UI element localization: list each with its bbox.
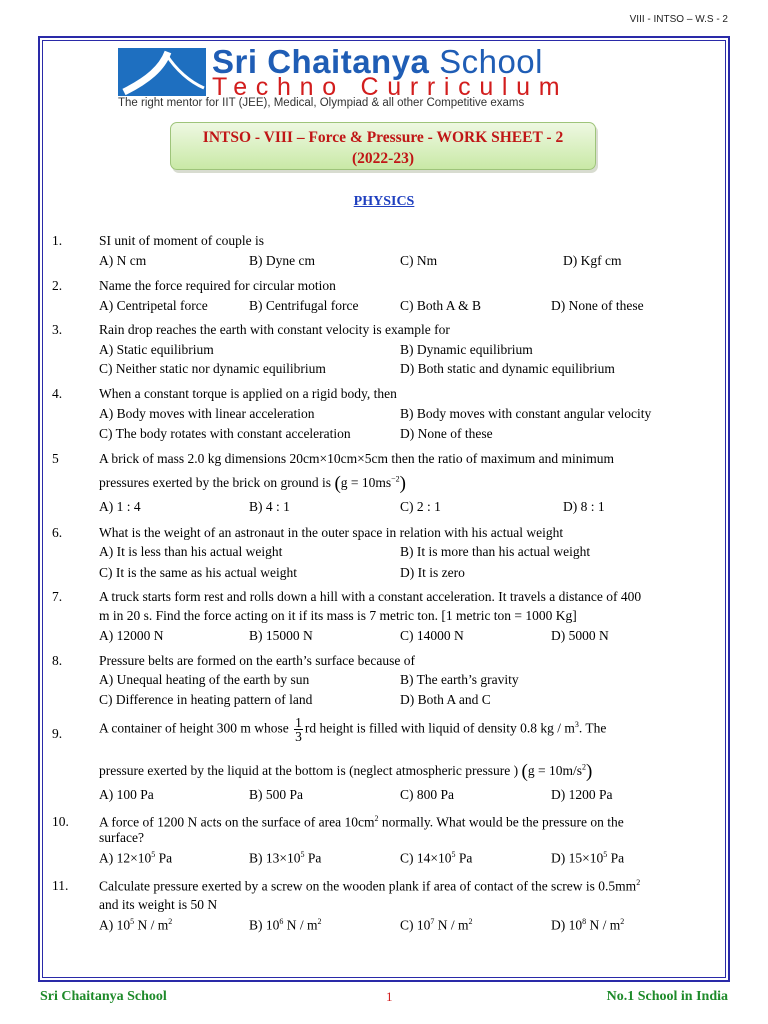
option-a: A) 12000 N [99,628,164,643]
option-b: B) The earth’s gravity [400,672,519,687]
gravity-expression: g = 10m/s [527,763,582,778]
brand-subtitle: Techno Curriculum [212,73,569,101]
option-d: D) None of these [551,298,644,313]
option-c: C) $14\times 10^5$ Pa [400,850,473,866]
option-b: B) Body moves with constant angular velocity [400,406,652,421]
page-border-inner [42,40,726,978]
section-title: PHYSICS [353,194,415,209]
option-c: C) It is the same as his actual weight [99,565,297,580]
question-text-line2: and its weight is 50 N [99,897,218,912]
question-number: 3. [52,322,63,337]
option-c: C) 2 : 1 [400,499,441,514]
question-number: 6. [52,525,63,540]
worksheet-title-box [170,122,596,170]
option-d: D) It is zero [400,565,465,580]
option-a: A) Centripetal force [99,298,208,313]
question-number: 11. [52,878,69,893]
question-text-line2: m in 20 s. Find the force acting on it if its mass is 7 metric ton. [1 metric ton = 1000 Kg] [99,608,577,623]
option-c: C) Difference in heating pattern of land [99,692,313,707]
footer-school-name: Sri Chaitanya School [40,989,167,1004]
question-text: Pressure belts are formed on the earth’s surface because of [99,653,415,668]
question-number: 4. [52,386,63,401]
option-a: A) Body moves with linear acceleration [99,406,315,421]
footer-slogan: No.1 School in India [606,989,728,1004]
option-c: C) 800 Pa [400,787,454,802]
question-text: When a constant torque is applied on a rigid body, then [99,386,397,401]
option-d: D) $10^8$ N / $m^2$ [551,917,625,933]
question-number: 9. [52,726,63,741]
option-b: B) $10^6$ N / $m^2$ [249,917,322,933]
option-d: D) 5000 N [551,628,609,643]
gravity-expression: g = 10ms [340,475,392,490]
page-header-tag: VIII - INTSO – W.S - 2 [629,14,728,25]
option-b: B) Centrifugal force [249,298,359,313]
school-logo-icon [118,48,206,96]
option-a: A) $12\times 10^5$ Pa [99,850,173,866]
question-text-line2: pressures exerted by the brick on ground is $(g = 10ms^{-2})$ [99,473,406,494]
question-text: A brick of mass 2.0 kg dimensions 20cm×10cm×5cm then the ratio of maximum and minimum [99,451,615,466]
option-d: D) Both A and C [400,692,491,707]
question-number: 10. [52,814,69,829]
brand-tagline: The right mentor for IIT (JEE), Medical, Olympiad & all other Competitive exams [118,97,525,109]
question-text: Calculate pressure exerted by a screw on the wooden plank if area of contact of the screw is $0.5mm^2$ [99,878,641,894]
question-number: 7. [52,589,63,604]
option-a: A) It is less than his actual weight [99,544,283,559]
worksheet-title: INTSO - VIII – Force & Pressure - WORK SHEET - 2 [202,129,564,146]
option-a: A) Unequal heating of the earth by sun [99,672,310,687]
option-b: B) Dyne cm [249,253,315,268]
question-text-line2: pressure exerted by the liquid at the bottom is (neglect atmospheric pressure ) $(g = 10m/s^2)$ [99,761,593,782]
option-b: B) 500 Pa [249,787,303,802]
option-d: D) 1200 Pa [551,787,613,802]
option-c: C) Nm [400,253,438,268]
option-c: C) The body rotates with constant acceleration [99,426,351,441]
option-a: A) Static equilibrium [99,342,214,357]
option-b: B) It is more than his actual weight [400,544,591,559]
option-d: D) $15\times 10^5$ Pa [551,850,625,866]
option-d: D) None of these [400,426,493,441]
question-text: What is the weight of an astronaut in the outer space in relation with his actual weight [99,525,564,540]
question-number: 1. [52,233,63,248]
option-d: D) 8 : 1 [563,499,605,514]
question-text: SI unit of moment of couple is [99,233,264,248]
option-d: D) Both static and dynamic equilibrium [400,361,615,376]
option-c: C) Both A & B [400,298,482,313]
question-text: Rain drop reaches the earth with constant velocity is example for [99,322,450,337]
question-text: A force of 1200 N acts on the surface of area $10cm^2$ normally. What would be the pressure on the [99,814,624,830]
option-c: C) Neither static nor dynamic equilibrium [99,361,326,376]
brand-name: Sri Chaitanya School [212,43,543,80]
option-a: A) 1 : 4 [99,499,141,514]
page-number: 1 [386,989,393,1004]
question-text: Name the force required for circular motion [99,278,336,293]
worksheet-year: (2022-23) [352,150,414,167]
option-a: A) $10^5$ N / $m^2$ [99,917,173,933]
question-text: A container of height 300 m whose $\frac{1}{3}$ rd height is filled with liquid of density 0.8 kg / $m^3$. The [99,715,607,744]
question-text-line2: surface? [99,830,144,845]
option-b: B) 15000 N [249,628,313,643]
fraction-one-third: $\frac{1}{3}$ [295,715,302,744]
question-text: A truck starts form rest and rolls down a hill with a constant acceleration. It travels a distance of 400 [99,589,642,604]
dimensions-expression: 20cm×10cm×5cm [289,451,388,466]
option-a: A) 100 Pa [99,787,154,802]
option-c: C) 14000 N [400,628,464,643]
option-b: B) 4 : 1 [249,499,290,514]
question-number: 5 [52,451,59,466]
question-number: 2. [52,278,63,293]
option-c: C) $10^7$ N / $m^2$ [400,917,473,933]
option-b: B) Dynamic equilibrium [400,342,533,357]
option-b: B) $13\times 10^5$ Pa [249,850,322,866]
option-a: A) N cm [99,253,147,268]
question-number: 8. [52,653,63,668]
option-d: D) Kgf cm [563,253,622,268]
